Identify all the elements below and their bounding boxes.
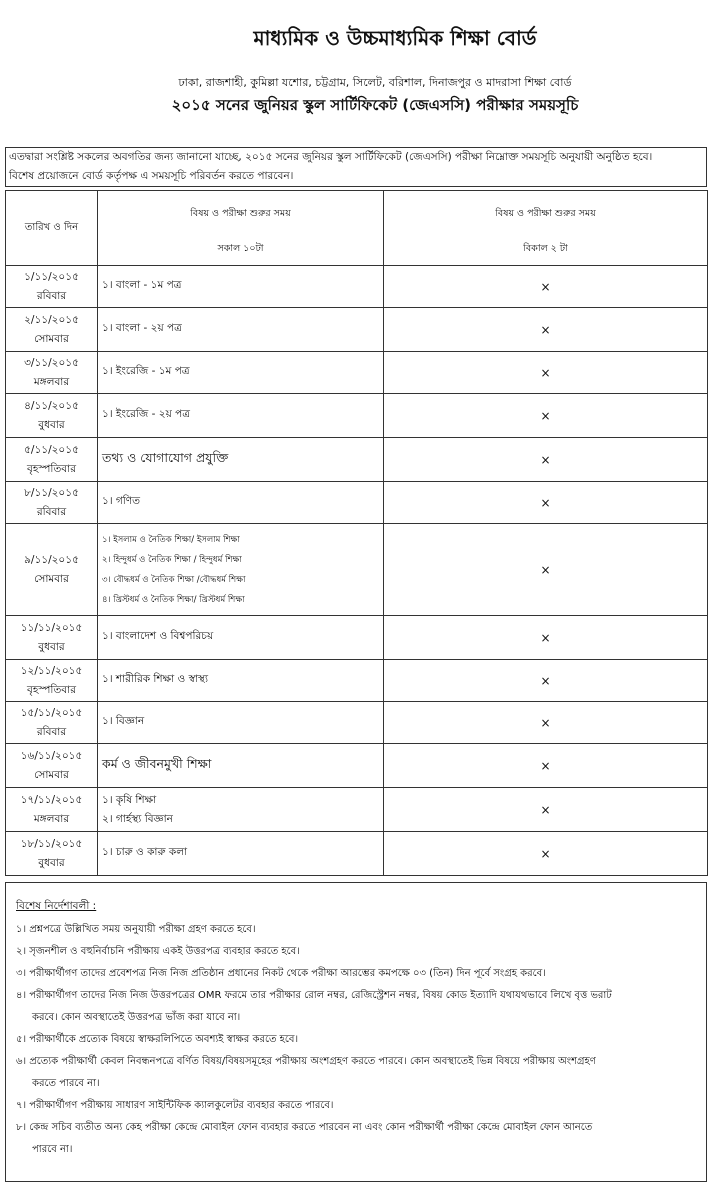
instruction-line: করবে। কোন অবস্থাতেই উত্তরপত্র ভাঁজ করা যাবে না। — [32, 1012, 241, 1023]
evening-cell: × — [384, 482, 708, 524]
subject-name: ২। হিন্দুধর্ম ও নৈতিক শিক্ষা / হিন্দুধর্ম শিক্ষা — [102, 554, 242, 565]
subject-name: ১। ইংরেজি - ১ম পত্র — [102, 365, 190, 377]
exam-date: ১৬/১১/২০১৫ — [20, 749, 83, 762]
subject-name: তথ্য ও যোগাযোগ প্রযুক্তি — [102, 449, 229, 465]
notice-line: এতদ্বারা সংশ্লিষ্ট সকলের অবগতির জন্য জানানো যাচ্ছে, ২০১৫ সনের জুনিয়র স্কুল সার্টিফিকেট (জেএসসি) পরীক্ষা নিম্নোক্ত সময়সূচি অনুযায়ী অনুষ্ঠিত হবে। — [9, 151, 653, 163]
instruction-item — [16, 963, 696, 985]
exam-day: রবিবার — [36, 505, 67, 518]
table-row — [6, 660, 708, 702]
evening-cell: × — [384, 744, 708, 788]
table-row — [6, 482, 708, 524]
header-morning — [98, 191, 384, 266]
table-row — [6, 308, 708, 352]
exam-date: ১৭/১১/২০১৫ — [20, 793, 83, 806]
table-row — [6, 352, 708, 394]
evening-cell: × — [384, 352, 708, 394]
date-cell — [6, 744, 98, 788]
exam-date: ৫/১১/২০১৫ — [24, 443, 79, 456]
morning-subjects-cell — [98, 616, 384, 660]
morning-subjects-cell — [98, 832, 384, 876]
boards-line: ঢাকা, রাজশাহী, কুমিল্লা যশোর, চট্টগ্রাম, সিলেট, বরিশাল, দিনাজপুর ও মাদরাসা শিক্ষা বোর্ড — [178, 76, 572, 89]
evening-cell: × — [384, 308, 708, 352]
subject-name: ১। ইসলাম ও নৈতিক শিক্ষা/ ইসলাম শিক্ষা — [102, 534, 240, 545]
exam-day: বৃহস্পতিবার — [27, 462, 76, 475]
date-cell — [6, 660, 98, 702]
notice-box — [5, 147, 707, 187]
board-title: মাধ্যমিক ও উচ্চমাধ্যমিক শিক্ষা বোর্ড — [253, 26, 537, 50]
date-cell — [6, 482, 98, 524]
exam-day: সোমবার — [34, 332, 69, 345]
header-evening — [384, 191, 708, 266]
header-morning-title: বিষয় ও পরীক্ষা শুরুর সময় — [190, 208, 291, 219]
subject-name: ১। কৃষি শিক্ষা — [102, 793, 157, 806]
evening-cell: × — [384, 524, 708, 616]
morning-subjects-cell — [98, 352, 384, 394]
exam-day: বুধবার — [38, 418, 65, 431]
exam-day: রবিবার — [36, 725, 67, 738]
table-row — [6, 266, 708, 308]
exam-day: মঙ্গলবার — [33, 812, 70, 825]
subject-name: ১। ইংরেজি - ২য় পত্র — [102, 408, 190, 420]
subject-name: কর্ম ও জীবনমুখী শিক্ষা — [102, 755, 212, 771]
date-cell — [6, 308, 98, 352]
table-row — [6, 702, 708, 744]
instruction-line: ২। সৃজনশীল ও বহুনির্বাচনি পরীক্ষায় একই উত্তরপত্র ব্যবহার করতে হবে। — [16, 946, 300, 957]
table-row — [6, 744, 708, 788]
subject-name: ১। চারু ও কারু কলা — [102, 846, 188, 858]
exam-date: ২/১১/২০১৫ — [24, 313, 79, 326]
exam-date: ৪/১১/২০১৫ — [24, 399, 79, 412]
evening-cell: × — [384, 438, 708, 482]
evening-cell: × — [384, 616, 708, 660]
date-cell — [6, 702, 98, 744]
exam-date: ৮/১১/২০১৫ — [24, 486, 79, 499]
instructions-heading: বিশেষ নির্দেশাবলী : — [16, 900, 97, 912]
exam-day: বৃহস্পতিবার — [27, 683, 76, 696]
instruction-item — [16, 1095, 696, 1117]
date-cell — [6, 832, 98, 876]
subject-name: ১। বাংলা - ২য় পত্র — [102, 322, 182, 334]
subject-name: ১। বাংলাদেশ ও বিশ্বপরিচয় — [102, 630, 214, 642]
date-cell — [6, 352, 98, 394]
table-row — [6, 832, 708, 876]
instruction-line: পারবে না। — [32, 1144, 73, 1155]
instruction-line: ১। প্রশ্নপত্রে উল্লিখিত সময় অনুযায়ী পরীক্ষা গ্রহণ করতে হবে। — [16, 924, 256, 935]
exam-day: বুধবার — [38, 856, 65, 869]
evening-cell: × — [384, 394, 708, 438]
exam-date: ১/১১/২০১৫ — [24, 270, 79, 283]
date-cell — [6, 266, 98, 308]
exam-day: মঙ্গলবার — [33, 375, 70, 388]
notice-line: বিশেষ প্রয়োজনে বোর্ড কর্তৃপক্ষ এ সময়সূচি পরিবর্তন করতে পারবেন। — [9, 170, 294, 182]
exam-day: সোমবার — [34, 768, 69, 781]
exam-date: ১২/১১/২০১৫ — [20, 664, 83, 677]
header-morning-time: সকাল ১০টা — [217, 243, 264, 254]
morning-subjects-cell — [98, 308, 384, 352]
schedule-table — [5, 190, 708, 876]
morning-subjects-cell — [98, 266, 384, 308]
exam-date: ৯/১১/২০১৫ — [24, 553, 79, 566]
instructions-list — [16, 919, 696, 1161]
morning-subjects-cell — [98, 744, 384, 788]
exam-day: সোমবার — [34, 572, 69, 585]
instruction-line: ৮। কেন্দ্র সচিব ব্যতীত অন্য কেহ পরীক্ষা কেন্দ্রে মোবাইল ফোন ব্যবহার করতে পারবেন না এবং কোন পরীক্ষার্থী পরীক্ষা কেন্দ্রে মোবাইল ফোন আনতে — [16, 1122, 593, 1133]
subject-name: ২। গার্হস্থ্য বিজ্ঞান — [102, 812, 173, 825]
table-row — [6, 524, 708, 616]
date-cell — [6, 438, 98, 482]
exam-date: ১১/১১/২০১৫ — [20, 621, 83, 634]
date-cell — [6, 394, 98, 438]
instruction-item — [16, 1117, 696, 1161]
subject-name: ৩। বৌদ্ধধর্ম ও নৈতিক শিক্ষা /বৌদ্ধধর্ম শিক্ষা — [102, 574, 246, 585]
instruction-item — [16, 941, 696, 963]
instruction-line: ৪। পরীক্ষার্থীগণ তাদের নিজ নিজ উত্তরপত্রের OMR ফরমে তার পরীক্ষার রোল নম্বর, রেজিস্ট্রেশন নম্বর, বিষয় কোড ইত্যাদি যথাযথভাবে লিখে বৃত্ত ভরাট — [16, 990, 612, 1001]
table-row — [6, 394, 708, 438]
instruction-line: করতে পারবে না। — [32, 1078, 100, 1089]
table-row — [6, 438, 708, 482]
morning-subjects-cell — [98, 788, 384, 832]
subject-name: ১। বাংলা - ১ম পত্র — [102, 279, 182, 291]
evening-cell: × — [384, 702, 708, 744]
morning-subjects-cell — [98, 524, 384, 616]
instruction-line: ৬। প্রত্যেক পরীক্ষার্থী কেবল নিবন্ধনপত্রে বর্ণিত বিষয়/বিষয়সমূহের পরীক্ষায় অংশগ্রহণ করতে পারবে। কোন অবস্থাতেই ভিন্ন বিষয়ে পরীক্ষায় অংশগ্রহণ — [16, 1056, 596, 1067]
table-header-row — [6, 191, 708, 266]
exam-date: ১৮/১১/২০১৫ — [20, 837, 83, 850]
header-evening-time: বিকাল ২ টা — [523, 243, 568, 254]
evening-cell: × — [384, 266, 708, 308]
subject-name: ৪। খ্রিস্টধর্ম ও নৈতিক শিক্ষা/ খ্রিস্টধর্ম শিক্ষা — [102, 594, 245, 605]
table-row — [6, 616, 708, 660]
subject-name: ১। গণিত — [102, 495, 141, 507]
subject-name: ১। বিজ্ঞান — [102, 715, 145, 727]
instruction-item — [16, 919, 696, 941]
morning-subjects-cell — [98, 438, 384, 482]
exam-title: ২০১৫ সনের জুনিয়র স্কুল সার্টিফিকেট (জেএসসি) পরীক্ষার সময়সূচি — [171, 96, 579, 114]
morning-subjects-cell — [98, 394, 384, 438]
instruction-line: ৭। পরীক্ষার্থীগণ পরীক্ষায় সাধারণ সাইন্টিফিক ক্যালকুলেটর ব্যবহার করতে পারবে। — [16, 1100, 334, 1111]
exam-date: ১৫/১১/২০১৫ — [20, 706, 83, 719]
header-evening-title: বিষয় ও পরীক্ষা শুরুর সময় — [495, 208, 596, 219]
instruction-item — [16, 1029, 696, 1051]
instructions-box — [5, 882, 707, 1182]
instruction-line: ৫। পরীক্ষার্থীকে প্রত্যেক বিষয়ে স্বাক্ষরলিপিতে অবশ্যই স্বাক্ষর করতে হবে। — [16, 1034, 299, 1045]
exam-date: ৩/১১/২০১৫ — [24, 356, 79, 369]
date-cell — [6, 524, 98, 616]
morning-subjects-cell — [98, 482, 384, 524]
instruction-line: ৩। পরীক্ষার্থীগণ তাদের প্রবেশপত্র নিজ নিজ প্রতিষ্ঠান প্রধানের নিকট থেকে পরীক্ষা আরম্ভের কমপক্ষে ০৩ (তিন) দিন পূর্বে সংগ্রহ করবে। — [16, 968, 546, 979]
morning-subjects-cell — [98, 702, 384, 744]
subject-name: ১। শারীরিক শিক্ষা ও স্বাস্থ্য — [102, 673, 209, 685]
evening-cell: × — [384, 832, 708, 876]
date-cell — [6, 616, 98, 660]
evening-cell: × — [384, 788, 708, 832]
morning-subjects-cell — [98, 660, 384, 702]
exam-day: বুধবার — [38, 640, 65, 653]
date-cell — [6, 788, 98, 832]
exam-day: রবিবার — [36, 289, 67, 302]
evening-cell: × — [384, 660, 708, 702]
header-date — [6, 191, 98, 266]
instruction-item — [16, 985, 696, 1029]
header-date-label: তারিখ ও দিন — [24, 222, 79, 233]
instruction-item — [16, 1051, 696, 1095]
table-row — [6, 788, 708, 832]
